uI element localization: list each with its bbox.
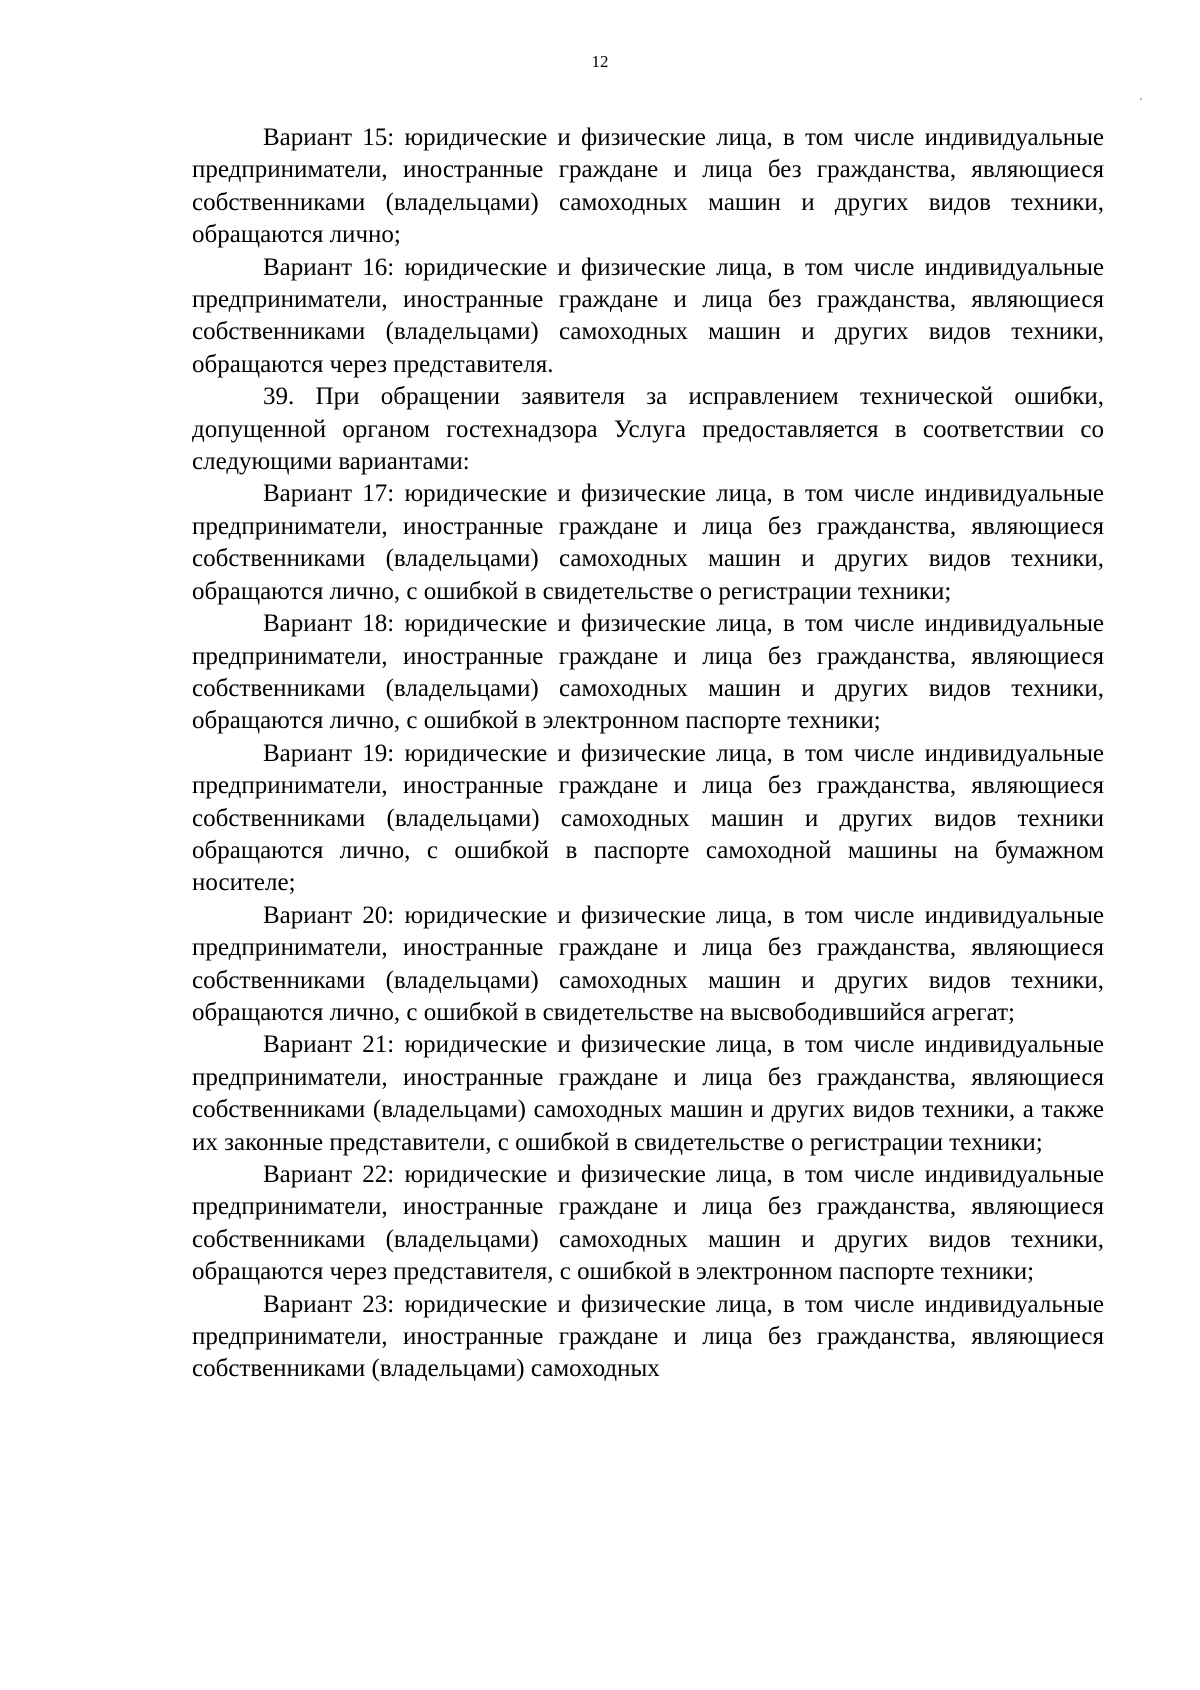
paragraph-variant-22: Вариант 22: юридические и физические лица, в том числе индивидуальные предприниматели, иностранные граждане и лица без гражданства, являющиеся собственниками (владельцами) самоходных машин и других видов техники, обращаются через представителя, с ошибкой в электронном паспорте техники; [192, 1161, 1104, 1286]
paragraph-variant-20: Вариант 20: юридические и физические лица, в том числе индивидуальные предприниматели, иностранные граждане и лица без гражданства, являющиеся собственниками (владельцами) самоходных машин и других видов техники, обращаются лично, с ошибкой в свидетельстве на высвободившийся агрегат; [192, 901, 1104, 1026]
paragraph-variant-21: Вариант 21: юридические и физические лица, в том числе индивидуальные предприниматели, иностранные граждане и лица без гражданства, являющиеся собственниками (владельцами) самоходных машин и других видов техники, а также их законные представители, с ошибкой в свидетельстве о регистрации техники; [192, 1031, 1104, 1156]
scan-speck [1140, 98, 1142, 100]
document-body [192, 122, 1104, 1386]
paragraph-variant-23: Вариант 23: юридические и физические лица, в том числе индивидуальные предприниматели, иностранные граждане и лица без гражданства, являющиеся собственниками (владельцами) самоходных [192, 1290, 1104, 1383]
paragraph-variant-16: Вариант 16: юридические и физические лица, в том числе индивидуальные предприниматели, иностранные граждане и лица без гражданства, являющиеся собственниками (владельцами) самоходных машин и других видов техники, обращаются через представителя. [192, 253, 1104, 378]
paragraph-variant-19: Вариант 19: юридические и физические лица, в том числе индивидуальные предприниматели, иностранные граждане и лица без гражданства, являющиеся собственниками (владельцами) самоходных машин и других видов техники обращаются лично, с ошибкой в паспорте самоходной машины на бумажном носителе; [192, 739, 1104, 897]
paragraph-variant-18: Вариант 18: юридические и физические лица, в том числе индивидуальные предприниматели, иностранные граждане и лица без гражданства, являющиеся собственниками (владельцами) самоходных машин и других видов техники, обращаются лично, с ошибкой в электронном паспорте техники; [192, 610, 1104, 735]
paragraph-variant-15: Вариант 15: юридические и физические лица, в том числе индивидуальные предприниматели, иностранные граждане и лица без гражданства, являющиеся собственниками (владельцами) самоходных машин и других видов техники, обращаются лично; [192, 124, 1104, 249]
paragraph-variant-17: Вариант 17: юридические и физические лица, в том числе индивидуальные предприниматели, иностранные граждане и лица без гражданства, являющиеся собственниками (владельцами) самоходных машин и других видов техники, обращаются лично, с ошибкой в свидетельстве о регистрации техники; [192, 480, 1104, 605]
paragraph-clause-39: 39. При обращении заявителя за исправлением технической ошибки, допущенной органом гостехнадзора Услуга предоставляется в соответствии со следующими вариантами: [192, 383, 1104, 476]
page-number: 12 [591, 52, 609, 71]
